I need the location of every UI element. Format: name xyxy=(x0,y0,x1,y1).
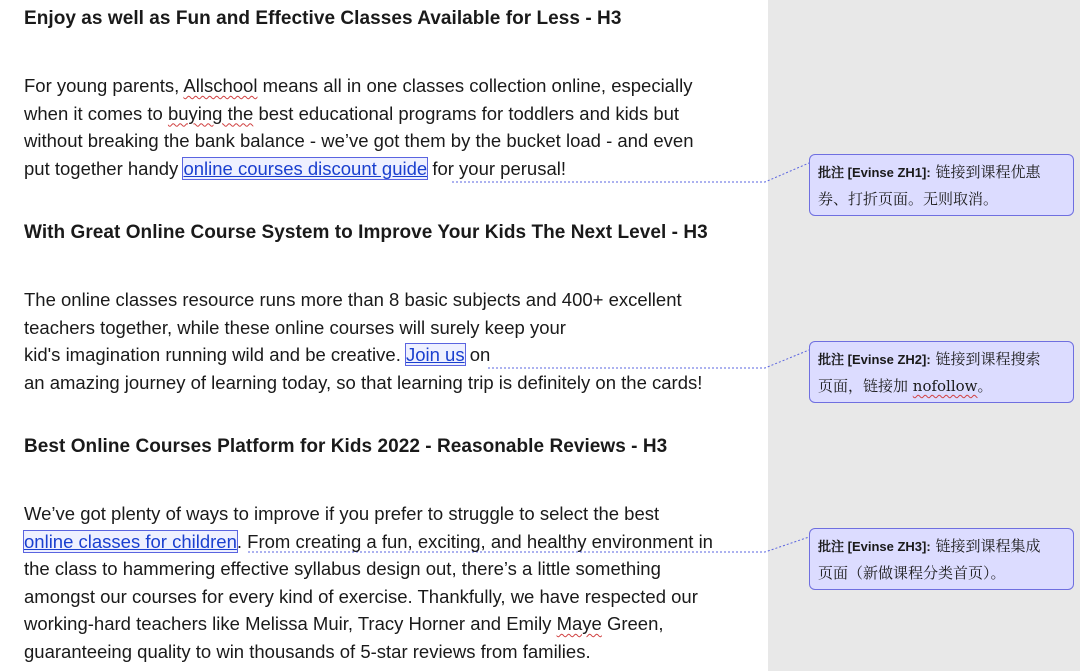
comment-1-line1: 批注 [Evinse ZH1]: 链接到课程优惠 xyxy=(818,163,1041,181)
section3-line6: guaranteeing quality to win thousands of 5-star reviews from families. xyxy=(24,640,591,662)
section2-line3: kid's imagination running wild and be creative. Join us on xyxy=(24,344,491,365)
section3-line3: the class to hammering effective syllabus design out, there’s a little something xyxy=(24,558,661,579)
comment-3-tag: 批注 [Evinse ZH3]: xyxy=(818,539,931,554)
comment-2-line2: 页面，链接加 nofollow。 xyxy=(818,377,993,395)
comment-2-line1: 批注 [Evinse ZH2]: 链接到课程搜索 xyxy=(818,350,1041,368)
section2-line1: The online classes resource runs more than 8 basic subjects and 400+ excellent xyxy=(24,289,682,310)
section3-paragraph xyxy=(24,500,764,665)
comment-balloon-3[interactable] xyxy=(809,528,1074,590)
section2-heading: With Great Online Course System to Improve Your Kids The Next Level - H3 xyxy=(24,222,708,243)
comment-balloon-2[interactable] xyxy=(809,341,1074,403)
comment-1-line2: 券、打折页面。无则取消。 xyxy=(818,190,999,208)
section3-line5: working-hard teachers like Melissa Muir, Tracy Horner and Emily Maye Green, xyxy=(24,613,664,634)
section1-line4: put together handy online courses discount guide for your perusal! xyxy=(24,157,567,179)
online-classes-link[interactable]: online classes for children xyxy=(24,530,237,552)
section3-line1: We’ve got plenty of ways to improve if you prefer to struggle to select the best xyxy=(24,503,660,524)
brand-name: Allschool xyxy=(183,75,258,96)
comment-1-tag: 批注 [Evinse ZH1]: xyxy=(818,165,931,180)
discount-guide-link[interactable]: online courses discount guide xyxy=(183,157,428,179)
section1-line1: For young parents, Allschool means all in one classes collection online, especially xyxy=(24,75,693,96)
comment-balloon-1[interactable] xyxy=(809,154,1074,216)
section1-line2: when it comes to buying the best educational programs for toddlers and kids but xyxy=(24,102,680,124)
section2-line2: teachers together, while these online courses will surely keep your xyxy=(24,316,566,338)
section3-heading: Best Online Courses Platform for Kids 2022 - Reasonable Reviews - H3 xyxy=(24,436,668,457)
section1-heading: Enjoy as well as Fun and Effective Classes Available for Less - H3 xyxy=(24,8,622,29)
join-us-link[interactable]: Join us xyxy=(405,344,465,365)
comment-2-tag: 批注 [Evinse ZH2]: xyxy=(818,352,931,367)
section2-line4: an amazing journey of learning today, so that learning trip is definitely on the cards! xyxy=(24,371,703,393)
section1-paragraph xyxy=(24,72,764,182)
section1-line3: without breaking the bank balance - we’ve got them by the bucket load - and even xyxy=(24,130,694,151)
section3-line4: amongst our courses for every kind of exercise. Thankfully, we have respected our xyxy=(24,585,698,607)
section2-paragraph xyxy=(24,286,764,396)
section3-line2: online classes for children. From creating a fun, exciting, and healthy environment in xyxy=(24,530,713,552)
comment-3-line2: 页面（新做课程分类首页）。 xyxy=(818,564,1006,582)
comment-3-line1: 批注 [Evinse ZH3]: 链接到课程集成 xyxy=(818,537,1041,555)
